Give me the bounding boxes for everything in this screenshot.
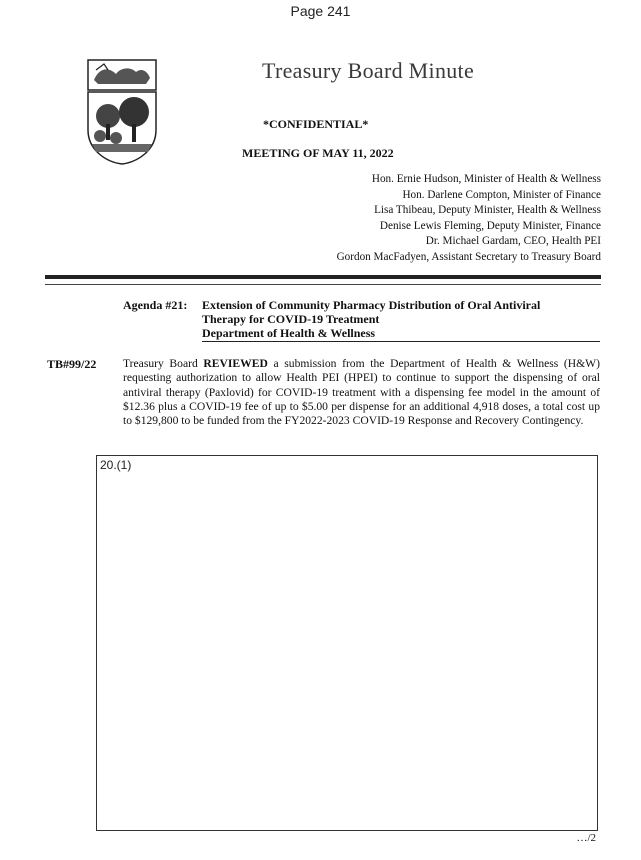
agenda-number: Agenda #21:: [123, 298, 188, 312]
attendee-list: [337, 172, 601, 265]
header-divider: [45, 275, 601, 279]
redaction-code: 20.(1): [100, 458, 132, 472]
confidential-label: *CONFIDENTIAL*: [263, 117, 369, 131]
attendee-line: Hon. Ernie Hudson, Minister of Health & Wellness: [371, 173, 601, 185]
continuation-marker: …/2: [576, 832, 596, 844]
attendee-line: Gordon MacFadyen, Assistant Secretary to Treasury Board: [336, 250, 601, 263]
agenda-title-line: Therapy for COVID-19 Treatment: [202, 312, 380, 326]
minute-decision-verb: REVIEWED: [203, 357, 268, 370]
header-divider-thin: [45, 284, 601, 285]
attendee-line: Dr. Michael Gardam, CEO, Health PEI: [425, 235, 601, 247]
redacted-section: [96, 455, 598, 831]
minute-text-lead: Treasury Board: [123, 357, 204, 370]
agenda-department: Department of Health & Wellness: [202, 326, 376, 340]
agenda-title-line: Extension of Community Pharmacy Distribution of Oral Antiviral: [202, 298, 541, 312]
agenda-title: [202, 298, 600, 340]
attendee-line: Hon. Darlene Compton, Minister of Finance: [402, 188, 601, 201]
coat-of-arms-logo: [86, 58, 158, 166]
minute-text-body: a submission from the Department of Health & Wellness (H&W) requesting authorization to allow Health PEI (HPEI) to continue to support the dispensing of oral antiviral therapy (Paxlovid) for COVID-19 treatment with a dispensing fee model in the amount of $12.36 plus a COVID-19 fee of up to $5.00 per dispense for an additional 4,918 doses, a total cost up to $129,800 to be funded from the FY2022-2023 COVID-19 Response and Recovery Contingency.: [123, 357, 600, 428]
attendee-line: Denise Lewis Fleming, Deputy Minister, Finance: [379, 219, 601, 232]
minute-text: [123, 357, 600, 428]
minute-number: TB#99/22: [47, 357, 97, 371]
attendee-line: Lisa Thibeau, Deputy Minister, Health & Wellness: [374, 204, 601, 216]
agenda-underline: [202, 341, 600, 342]
document-title: Treasury Board Minute: [262, 58, 475, 83]
meeting-date: MEETING OF MAY 11, 2022: [242, 146, 394, 160]
page-label: Page 241: [290, 3, 351, 19]
